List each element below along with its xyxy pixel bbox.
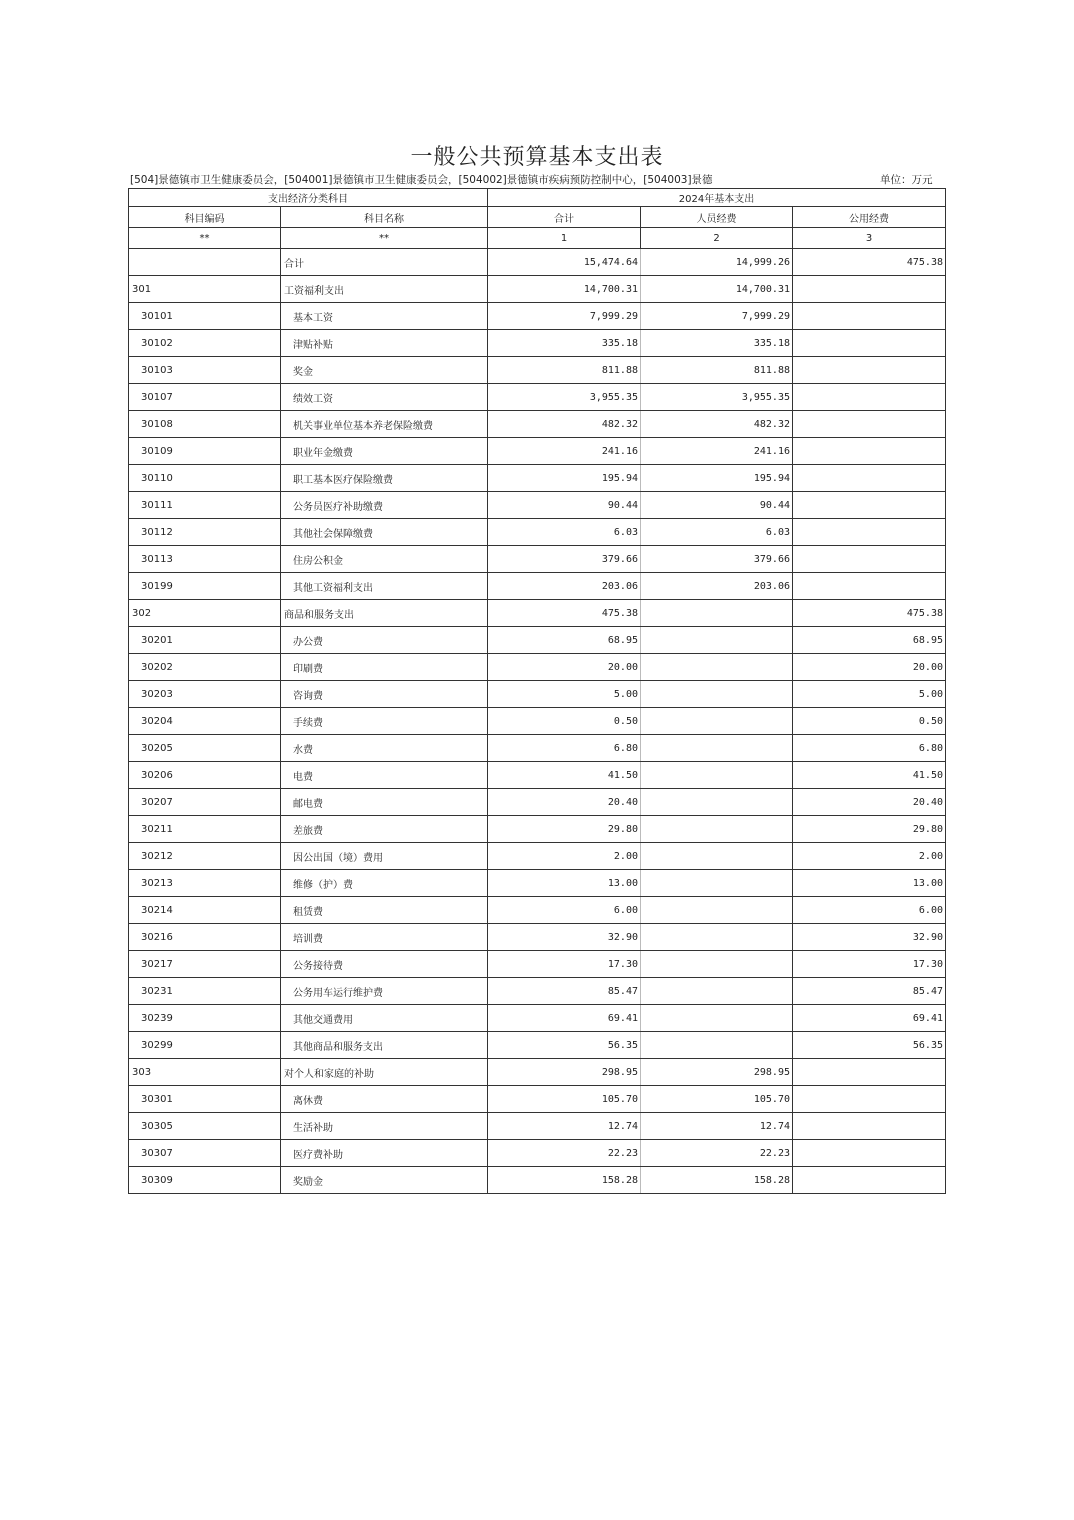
- cell-public: [793, 492, 946, 519]
- table-row: [129, 1086, 946, 1113]
- cell-code: 30305: [129, 1113, 281, 1140]
- cell-code: 30206: [129, 762, 281, 789]
- table-row: [129, 735, 946, 762]
- cell-code: 30204: [129, 708, 281, 735]
- cell-code: 302: [129, 600, 281, 627]
- cell-personnel: 22.23: [641, 1140, 793, 1167]
- cell-code: 30212: [129, 843, 281, 870]
- table-row: [129, 978, 946, 1005]
- cell-personnel: [641, 681, 793, 708]
- cell-public: 475.38: [793, 249, 946, 276]
- cell-public: 13.00: [793, 870, 946, 897]
- cell-name: 水费: [281, 735, 488, 762]
- header-public: 公用经费: [793, 207, 946, 228]
- cell-public: 20.40: [793, 789, 946, 816]
- cell-total: 298.95: [488, 1059, 641, 1086]
- cell-code: 30107: [129, 384, 281, 411]
- table-row: [129, 951, 946, 978]
- cell-total: 68.95: [488, 627, 641, 654]
- cell-name: 住房公积金: [281, 546, 488, 573]
- cell-personnel: [641, 816, 793, 843]
- table-row-category: [129, 600, 946, 627]
- table-row: [129, 816, 946, 843]
- table-row-category: [129, 1059, 946, 1086]
- cell-personnel: 335.18: [641, 330, 793, 357]
- table-row: [129, 1140, 946, 1167]
- cell-name: 公务用车运行维护费: [281, 978, 488, 1005]
- cell-total: 6.00: [488, 897, 641, 924]
- table-row: [129, 384, 946, 411]
- table-row: [129, 573, 946, 600]
- table-row: [129, 681, 946, 708]
- cell-public: [793, 411, 946, 438]
- cell-personnel: [641, 978, 793, 1005]
- cell-name: 对个人和家庭的补助: [281, 1059, 488, 1086]
- cell-public: 5.00: [793, 681, 946, 708]
- cell-total: 203.06: [488, 573, 641, 600]
- header-name: 科目名称: [281, 207, 488, 228]
- cell-code: 30109: [129, 438, 281, 465]
- cell-personnel: 811.88: [641, 357, 793, 384]
- cell-total: 6.80: [488, 735, 641, 762]
- cell-public: [793, 357, 946, 384]
- cell-public: 32.90: [793, 924, 946, 951]
- cell-total: 29.80: [488, 816, 641, 843]
- cell-personnel: 14,999.26: [641, 249, 793, 276]
- cell-personnel: [641, 654, 793, 681]
- cell-name: 工资福利支出: [281, 276, 488, 303]
- table-row: [129, 897, 946, 924]
- cell-name: 离休费: [281, 1086, 488, 1113]
- cell-public: 2.00: [793, 843, 946, 870]
- cell-name: 邮电费: [281, 789, 488, 816]
- cell-total: 2.00: [488, 843, 641, 870]
- cell-personnel: 482.32: [641, 411, 793, 438]
- cell-name: 机关事业单位基本养老保险缴费: [281, 411, 488, 438]
- cell-public: [793, 573, 946, 600]
- table-row: [129, 303, 946, 330]
- cell-total: 0.50: [488, 708, 641, 735]
- table-row: [129, 546, 946, 573]
- cell-public: [793, 546, 946, 573]
- cell-name: 维修（护）费: [281, 870, 488, 897]
- cell-total: 41.50: [488, 762, 641, 789]
- table-row: [129, 870, 946, 897]
- table-row: [129, 789, 946, 816]
- cell-code: 30307: [129, 1140, 281, 1167]
- cell-name: 其他交通费用: [281, 1005, 488, 1032]
- cell-total: 20.40: [488, 789, 641, 816]
- table-row: [129, 357, 946, 384]
- cell-code: 30101: [129, 303, 281, 330]
- cell-public: [793, 384, 946, 411]
- cell-personnel: 195.94: [641, 465, 793, 492]
- table-row-category: [129, 249, 946, 276]
- header-group-left: 支出经济分类科目: [129, 189, 488, 207]
- cell-personnel: [641, 924, 793, 951]
- cell-code: 30203: [129, 681, 281, 708]
- cell-code: 30216: [129, 924, 281, 951]
- cell-public: 6.80: [793, 735, 946, 762]
- cell-personnel: 241.16: [641, 438, 793, 465]
- cell-code: 30239: [129, 1005, 281, 1032]
- index-total: 1: [488, 228, 641, 249]
- cell-public: 17.30: [793, 951, 946, 978]
- cell-public: 475.38: [793, 600, 946, 627]
- header-total: 合计: [488, 207, 641, 228]
- cell-public: [793, 330, 946, 357]
- table-row: [129, 654, 946, 681]
- cell-total: 195.94: [488, 465, 641, 492]
- cell-code: [129, 249, 281, 276]
- index-public: 3: [793, 228, 946, 249]
- header-row: [129, 207, 946, 228]
- cell-code: 30231: [129, 978, 281, 1005]
- cell-public: 6.00: [793, 897, 946, 924]
- cell-personnel: [641, 843, 793, 870]
- table-row: [129, 924, 946, 951]
- header-personnel: 人员经费: [641, 207, 793, 228]
- index-name: **: [281, 228, 488, 249]
- department-list: [504]景德镇市卫生健康委员会，[504001]景德镇市卫生健康委员会，[504002]景德镇市疾病预防控制中心，[504003]景德: [130, 174, 713, 186]
- cell-personnel: [641, 735, 793, 762]
- cell-personnel: 3,955.35: [641, 384, 793, 411]
- cell-code: 30309: [129, 1167, 281, 1194]
- cell-total: 379.66: [488, 546, 641, 573]
- cell-name: 公务员医疗补助缴费: [281, 492, 488, 519]
- cell-name: 绩效工资: [281, 384, 488, 411]
- cell-total: 56.35: [488, 1032, 641, 1059]
- table-row: [129, 843, 946, 870]
- cell-public: 41.50: [793, 762, 946, 789]
- table-row: [129, 492, 946, 519]
- cell-public: 29.80: [793, 816, 946, 843]
- cell-public: [793, 276, 946, 303]
- cell-personnel: [641, 897, 793, 924]
- cell-total: 22.23: [488, 1140, 641, 1167]
- cell-name: 职业年金缴费: [281, 438, 488, 465]
- index-personnel: 2: [641, 228, 793, 249]
- cell-personnel: 298.95: [641, 1059, 793, 1086]
- table-row: [129, 1032, 946, 1059]
- cell-code: 30301: [129, 1086, 281, 1113]
- cell-total: 335.18: [488, 330, 641, 357]
- cell-personnel: [641, 708, 793, 735]
- cell-total: 85.47: [488, 978, 641, 1005]
- cell-code: 30199: [129, 573, 281, 600]
- cell-personnel: [641, 627, 793, 654]
- cell-public: 56.35: [793, 1032, 946, 1059]
- cell-personnel: 203.06: [641, 573, 793, 600]
- cell-name: 医疗费补助: [281, 1140, 488, 1167]
- table-row: [129, 330, 946, 357]
- cell-total: 241.16: [488, 438, 641, 465]
- budget-table: [128, 188, 946, 1194]
- cell-total: 6.03: [488, 519, 641, 546]
- cell-code: 30207: [129, 789, 281, 816]
- cell-code: 30102: [129, 330, 281, 357]
- cell-public: 85.47: [793, 978, 946, 1005]
- cell-code: 30201: [129, 627, 281, 654]
- cell-personnel: 7,999.29: [641, 303, 793, 330]
- header-group-right: 2024年基本支出: [488, 189, 946, 207]
- cell-public: [793, 1167, 946, 1194]
- cell-code: 30213: [129, 870, 281, 897]
- cell-name: 印刷费: [281, 654, 488, 681]
- cell-name: 其他社会保障缴费: [281, 519, 488, 546]
- cell-name: 奖金: [281, 357, 488, 384]
- table-row: [129, 1113, 946, 1140]
- cell-code: 303: [129, 1059, 281, 1086]
- cell-code: 30202: [129, 654, 281, 681]
- cell-public: [793, 519, 946, 546]
- index-code: **: [129, 228, 281, 249]
- cell-name: 其他商品和服务支出: [281, 1032, 488, 1059]
- cell-total: 17.30: [488, 951, 641, 978]
- cell-personnel: [641, 789, 793, 816]
- unit-label: 单位：万元: [880, 174, 933, 186]
- cell-code: 30112: [129, 519, 281, 546]
- header-code: 科目编码: [129, 207, 281, 228]
- cell-public: [793, 1113, 946, 1140]
- cell-code: 30214: [129, 897, 281, 924]
- table-row: [129, 465, 946, 492]
- table-row: [129, 762, 946, 789]
- cell-total: 811.88: [488, 357, 641, 384]
- cell-public: 68.95: [793, 627, 946, 654]
- cell-total: 3,955.35: [488, 384, 641, 411]
- cell-name: 差旅费: [281, 816, 488, 843]
- cell-personnel: [641, 600, 793, 627]
- cell-public: [793, 1140, 946, 1167]
- table-row: [129, 519, 946, 546]
- cell-name: 合计: [281, 249, 488, 276]
- table-row: [129, 627, 946, 654]
- cell-total: 12.74: [488, 1113, 641, 1140]
- cell-total: 158.28: [488, 1167, 641, 1194]
- cell-total: 14,700.31: [488, 276, 641, 303]
- cell-public: [793, 1086, 946, 1113]
- cell-name: 租赁费: [281, 897, 488, 924]
- cell-name: 办公费: [281, 627, 488, 654]
- cell-personnel: 6.03: [641, 519, 793, 546]
- cell-name: 基本工资: [281, 303, 488, 330]
- cell-personnel: 158.28: [641, 1167, 793, 1194]
- cell-personnel: [641, 1005, 793, 1032]
- header-group-row: [129, 189, 946, 207]
- cell-public: [793, 438, 946, 465]
- cell-personnel: 105.70: [641, 1086, 793, 1113]
- cell-name: 咨询费: [281, 681, 488, 708]
- cell-total: 482.32: [488, 411, 641, 438]
- cell-total: 105.70: [488, 1086, 641, 1113]
- cell-total: 5.00: [488, 681, 641, 708]
- table-row: [129, 438, 946, 465]
- cell-total: 32.90: [488, 924, 641, 951]
- cell-personnel: 379.66: [641, 546, 793, 573]
- cell-name: 奖励金: [281, 1167, 488, 1194]
- cell-total: 7,999.29: [488, 303, 641, 330]
- cell-code: 30110: [129, 465, 281, 492]
- cell-personnel: 14,700.31: [641, 276, 793, 303]
- cell-code: 30211: [129, 816, 281, 843]
- cell-public: 20.00: [793, 654, 946, 681]
- page-title: 一般公共预算基本支出表: [410, 145, 664, 170]
- table-row: [129, 708, 946, 735]
- cell-total: 13.00: [488, 870, 641, 897]
- cell-public: 69.41: [793, 1005, 946, 1032]
- cell-name: 因公出国（境）费用: [281, 843, 488, 870]
- cell-public: [793, 303, 946, 330]
- cell-code: 301: [129, 276, 281, 303]
- cell-name: 手续费: [281, 708, 488, 735]
- table-row: [129, 1005, 946, 1032]
- cell-total: 69.41: [488, 1005, 641, 1032]
- cell-total: 475.38: [488, 600, 641, 627]
- table-row-category: [129, 276, 946, 303]
- cell-personnel: [641, 762, 793, 789]
- cell-code: 30205: [129, 735, 281, 762]
- cell-code: 30113: [129, 546, 281, 573]
- cell-name: 生活补助: [281, 1113, 488, 1140]
- cell-name: 商品和服务支出: [281, 600, 488, 627]
- cell-personnel: [641, 870, 793, 897]
- cell-name: 津贴补贴: [281, 330, 488, 357]
- cell-code: 30299: [129, 1032, 281, 1059]
- cell-personnel: [641, 1032, 793, 1059]
- cell-public: 0.50: [793, 708, 946, 735]
- cell-public: [793, 465, 946, 492]
- cell-name: 培训费: [281, 924, 488, 951]
- cell-public: [793, 1059, 946, 1086]
- table-row: [129, 411, 946, 438]
- index-row: [129, 228, 946, 249]
- cell-personnel: 90.44: [641, 492, 793, 519]
- cell-total: 15,474.64: [488, 249, 641, 276]
- cell-name: 电费: [281, 762, 488, 789]
- cell-code: 30108: [129, 411, 281, 438]
- cell-code: 30111: [129, 492, 281, 519]
- cell-name: 职工基本医疗保险缴费: [281, 465, 488, 492]
- cell-name: 其他工资福利支出: [281, 573, 488, 600]
- cell-name: 公务接待费: [281, 951, 488, 978]
- cell-code: 30217: [129, 951, 281, 978]
- table-row: [129, 1167, 946, 1194]
- cell-code: 30103: [129, 357, 281, 384]
- cell-personnel: [641, 951, 793, 978]
- cell-personnel: 12.74: [641, 1113, 793, 1140]
- cell-total: 20.00: [488, 654, 641, 681]
- cell-total: 90.44: [488, 492, 641, 519]
